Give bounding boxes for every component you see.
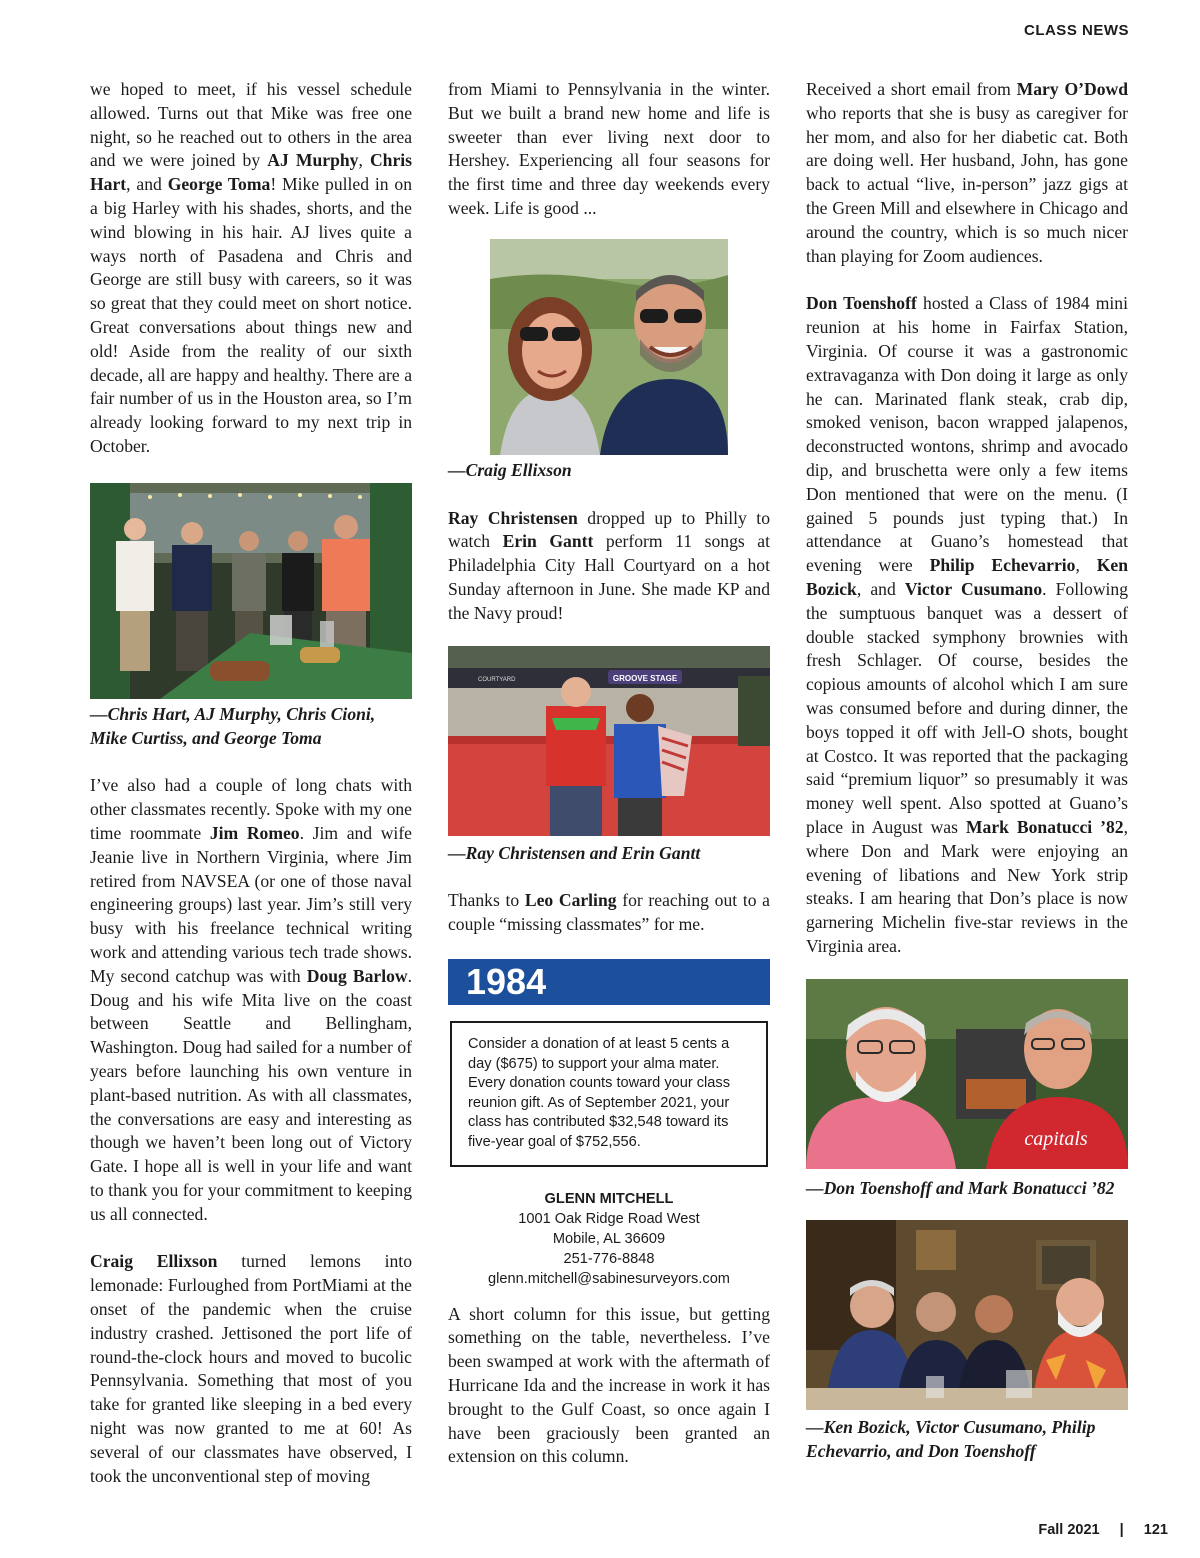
caption-craig-ellixson: —Craig Ellixson: [448, 459, 572, 480]
col2-paragraph-2: Ray Christensen dropped up to Philly to watch Erin Gantt perform 11 songs at Philadelphia City Hall Courtyard on a hot Sunday afternoon in June. She made KP and the Navy proud!: [448, 507, 770, 623]
footer-separator: |: [1119, 1522, 1124, 1538]
scribe-email[interactable]: glenn.mitchell@sabinesurveyors.com: [488, 1270, 730, 1287]
donation-box: Consider a donation of at least 5 cents a day ($675) to support your alma mater. Every donation counts toward your class reunion gift. As of September 2021, your class has contributed $32,548 toward its five-year goal of $752,556.: [450, 1021, 768, 1167]
col1-paragraph-3: Craig Ellixson turned lemons into lemonade: Furloughed from PortMiami at the onset of the pandemic when the cruise industry crashed. Jettisoned the port life of round-the-clock hours and moved to bucolic Pennsylvania. Something that most of you take for granted like sleeping in a bed every night was now granted to me at 60! As several of our classmates have observed, I took the unconventional step of moving: [90, 1251, 412, 1486]
scribe-phone: 251-776-8848: [563, 1250, 655, 1267]
photo-group-restaurant: [90, 483, 412, 699]
caption-don-mark: —Don Toenshoff and Mark Bonatucci ’82: [806, 1177, 1115, 1198]
photo-craig-ellixson: [490, 239, 728, 455]
col1-paragraph-1: we hoped to meet, if his vessel schedule allowed. Turns out that Mike was free one night, so he reached out to others in the area and we were joined by AJ Murphy, Chris Hart, and George Toma! Mike pulled in on a big Harley with his shades, shorts, and the wind blowing in his hair. AJ lives quite a ways north of Pasadena and Chris and George are still busy with careers, so it was so great that they could meet on short notice. Great conversations about things new and old! Aside from the reality of our sixth decade, all are happy and healthy. There are a fair number of us in the Houston area, so I’m already looking forward to my next trip in October.: [90, 79, 412, 456]
section-label: CLASS NEWS: [1023, 22, 1129, 39]
photo-don-mark: [806, 979, 1128, 1169]
col1-paragraph-2: I’ve also had a couple of long chats with other classmates recently. Spoke with my one time roommate Jim Romeo. Jim and wife Jeanie live in Northern Virginia, where Jim retired from NAVSEA (or one of those naval engineering groups) last year. Jim’s still very busy with his freelance technical writing work and attending various tech trade shows. My second catchup was with Doug Barlow. Doug and his wife Mita live on the coast between Seattle and Bellingham, Washington. Doug had sailed for a number of years before launching his own venture in plant-based nutrition. As with all classmates, the conversations are easy and interesting as though we haven’t been long out of Victory Gate. I hope all is well in your life and want to thank you for your commitment to keeping us all connected.: [90, 775, 412, 1224]
scribe-address-2: Mobile, AL 36609: [552, 1230, 666, 1247]
stage-sign-text-2: COURTYARD: [478, 676, 516, 683]
scribe-contact: [448, 1189, 770, 1289]
class-year-banner: 1984: [448, 959, 770, 1005]
scribe-address-1: 1001 Oak Ridge Road West: [518, 1210, 700, 1227]
caption-dinner-group: —Ken Bozick, Victor Cusumano, Philip Echevarrio, and Don Toenshoff: [806, 1417, 1096, 1462]
photo-dinner-group: [806, 1220, 1128, 1410]
col2-paragraph-3: Thanks to Leo Carling for reaching out to a couple “missing classmates” for me.: [448, 890, 770, 935]
col3-paragraph-2: Don Toenshoff hosted a Class of 1984 mini reunion at his home in Fairfax Station, Virginia. Of course it was a gastronomic extravaganza with Don doing it large as only he can. Marinated flank steak, crab dip, smoked venison, bacon wrapped jalapenos, deconstructed wontons, shrimp and avocado dip, and bruschetta were only a few items Don mentioned that were on the menu. (I gained 5 pounds just typing that.) In attendance at Guano’s homestead that evening were Philip Echevarrio, Ken Bozick, and Victor Cusumano. Following the sumptuous banquet was a dessert of double stacked symphony brownies with fresh Schlager. Of course, besides the copious amounts of alcohol which I am sure was consumed before and during dinner, the boys topped it off with Jell-O shots, bought at Costco. It was reported that the packaging said “premium liquor” so presumably it was money well spent. Also spotted at Guano’s place in August was Mark Bonatucci ’82, where Don and Mark were enjoying an evening of libations and New York strip steaks. I am hearing that Don’s place is now garnering Michelin five-star reviews in the Virginia area.: [806, 293, 1129, 956]
issue-label: Fall 2021: [1038, 1522, 1100, 1538]
col2-paragraph-1: from Miami to Pennsylvania in the winter. But we built a brand new home and life is sweeter than ever living next door to Hershey. Experiencing all four seasons for the first time and three day weekends every week. Life is good ...: [448, 79, 770, 218]
col2-paragraph-4: A short column for this issue, but getting something on the table, nevertheless. I’ve been swamped at work with the aftermath of Hurricane Ida and the increase in work it has brought to the Gulf Coast, so once again I have been graciously been granted an extension on this column.: [448, 1303, 770, 1467]
photo-ray-erin: [448, 646, 770, 836]
column-1: [90, 78, 412, 1488]
col3-paragraph-1: Received a short email from Mary O’Dowd who reports that she is busy as caregiver for her mom, and also for her diabetic cat. Both are doing well. Her husband, John, has gone back to actual “live, in-person” jazz gigs at the Green Mill and elsewhere in Chicago and around the country, which is so much nicer than playing for Zoom audiences.: [806, 79, 1128, 266]
page-number: 121: [1143, 1522, 1168, 1538]
shirt-text: capitals: [1024, 1127, 1088, 1150]
column-3: [806, 78, 1128, 1464]
page-footer: [1038, 1522, 1168, 1538]
column-2: [448, 78, 770, 1469]
caption-group-restaurant: —Chris Hart, AJ Murphy, Chris Cioni, Mike Curtiss, and George Toma: [90, 703, 376, 748]
stage-sign-text: GROOVE STAGE: [612, 673, 678, 683]
caption-ray-erin: —Ray Christensen and Erin Gantt: [448, 842, 701, 863]
scribe-name: GLENN MITCHELL: [544, 1190, 674, 1207]
